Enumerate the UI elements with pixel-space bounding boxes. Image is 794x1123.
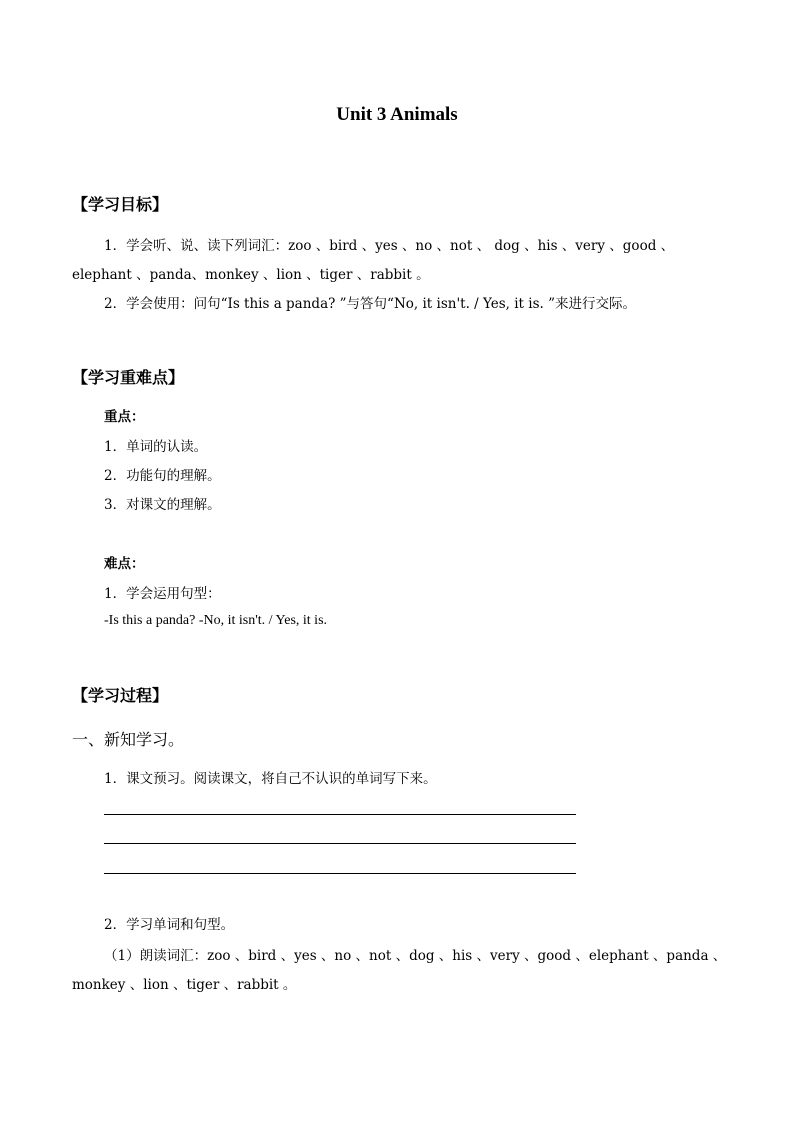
focus-item-2: 2．功能句的理解。 (104, 468, 221, 484)
step-1: 1．课文预习。阅读课文，将自己不认识的单词写下来。 (104, 771, 437, 787)
objective-item-1-line-1: 1．学会听、说、读下列词汇：zoo 、bird 、yes 、no 、not 、 dog 、his 、very 、good 、 (104, 238, 675, 254)
objectives-heading: 【学习目标】 (72, 195, 169, 214)
answer-line-3[interactable] (104, 873, 576, 874)
focus-item-3: 3．对课文的理解。 (104, 497, 221, 513)
answer-line-1[interactable] (104, 814, 576, 815)
difficulty-item-1: 1．学会运用句型： (104, 586, 221, 602)
step-2-sub-line-1: （1）朗读词汇：zoo 、bird 、yes 、no 、not 、dog 、his 、very 、good 、elephant 、panda 、 (104, 948, 727, 964)
part-1-title: 一、新知学习。 (72, 730, 185, 749)
focus-label: 重点： (104, 409, 145, 425)
keypoints-heading: 【学习重难点】 (72, 368, 185, 387)
process-heading: 【学习过程】 (72, 686, 169, 705)
page-title: Unit 3 Animals (336, 104, 458, 125)
answer-line-2[interactable] (104, 843, 576, 844)
focus-item-1: 1．单词的认读。 (104, 439, 208, 455)
step-2-sub-line-2: monkey 、lion 、tiger 、rabbit 。 (72, 977, 297, 993)
step-2: 2．学习单词和句型。 (104, 917, 235, 933)
objective-item-1-line-2: elephant 、panda、monkey 、lion 、tiger 、rabbit 。 (72, 267, 430, 283)
difficulty-example-sentence: -Is this a panda? -No, it isn't. / Yes, it is. (104, 613, 328, 628)
objective-item-2: 2．学会使用：问句“Is this a panda? ”与答句“No, it isn't. / Yes, it is. ”来进行交际。 (104, 296, 637, 312)
difficulty-label: 难点： (104, 556, 145, 572)
